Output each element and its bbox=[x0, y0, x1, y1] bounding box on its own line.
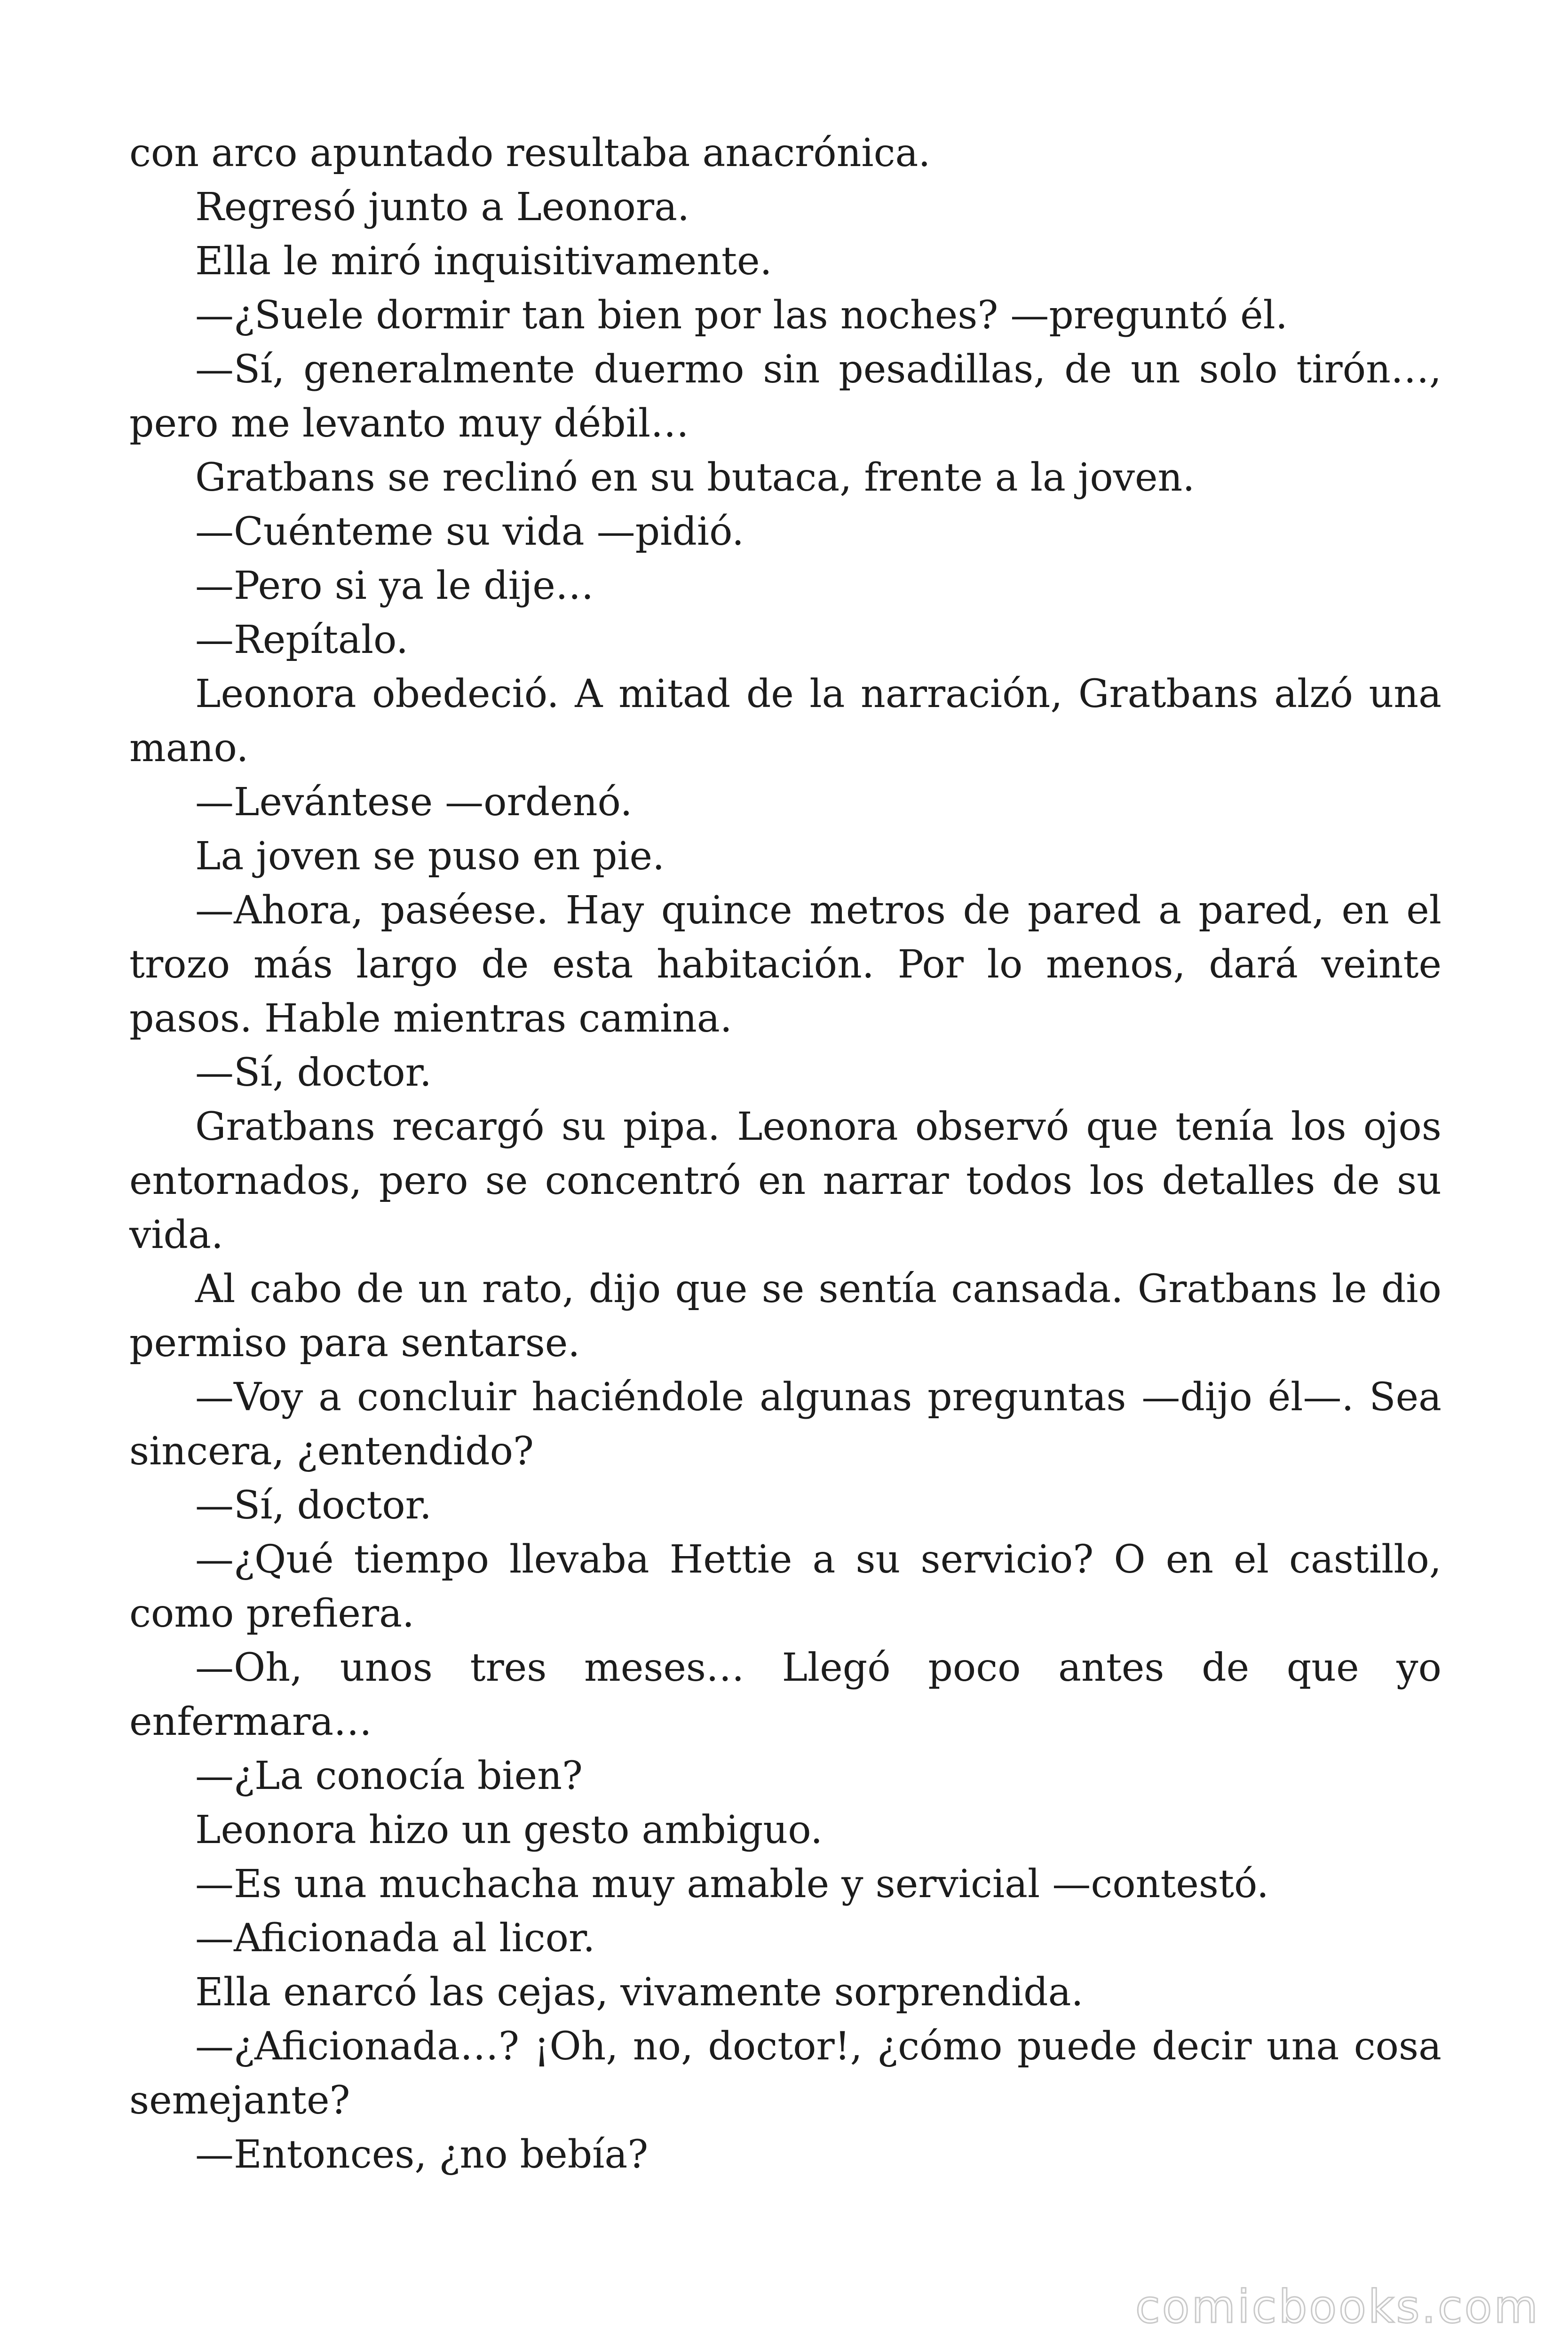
paragraph: —Sí, doctor. bbox=[195, 1050, 432, 1095]
paragraph: —¿Qué tiempo llevaba Hettie a su servicio? O en el castillo, como prefiera. bbox=[129, 1537, 1441, 1636]
paragraph: Gratbans se reclinó en su butaca, frente a la joven. bbox=[195, 455, 1195, 500]
paragraph: —Levántese —ordenó. bbox=[195, 780, 633, 825]
paragraph: —¿Aficionada…? ¡Oh, no, doctor!, ¿cómo puede decir una cosa semejante? bbox=[129, 2024, 1441, 2123]
paragraph: La joven se puso en pie. bbox=[195, 834, 665, 879]
paragraph: —Pero si ya le dije… bbox=[195, 564, 594, 608]
paragraph: Al cabo de un rato, dijo que se sentía cansada. Gratbans le dio permiso para sentarse. bbox=[129, 1267, 1441, 1366]
paragraph: —Cuénteme su vida —pidió. bbox=[195, 509, 744, 554]
paragraph: —Voy a concluir haciéndole algunas preguntas —dijo él—. Sea sincera, ¿entendido? bbox=[129, 1375, 1441, 1474]
watermark: comicbooks.com bbox=[1135, 2280, 1540, 2333]
paragraph: —Entonces, ¿no bebía? bbox=[195, 2132, 649, 2177]
paragraph: Regresó junto a Leonora. bbox=[195, 185, 690, 230]
paragraph: —Repítalo. bbox=[195, 618, 409, 662]
paragraph: —Es una muchacha muy amable y servicial —contestó. bbox=[195, 1862, 1269, 1907]
paragraph: Gratbans recargó su pipa. Leonora observó que tenía los ojos entornados, pero se concentró en narrar todos los detalles de su vida. bbox=[129, 1104, 1441, 1257]
paragraph: —Sí, doctor. bbox=[195, 1483, 432, 1528]
paragraph: Leonora hizo un gesto ambiguo. bbox=[195, 1808, 823, 1852]
paragraph: —¿Suele dormir tan bien por las noches? —preguntó él. bbox=[195, 293, 1288, 338]
paragraph: —Aficionada al licor. bbox=[195, 1916, 595, 1961]
body-text bbox=[129, 126, 1441, 2182]
paragraph: —¿La conocía bien? bbox=[195, 1754, 583, 1798]
paragraph: —Ahora, paséese. Hay quince metros de pared a pared, en el trozo más largo de esta habitación. Por lo menos, dará veinte pasos. Hable mientras camina. bbox=[129, 888, 1441, 1041]
paragraph: —Oh, unos tres meses… Llegó poco antes de que yo enfermara… bbox=[129, 1645, 1441, 1744]
paragraph: Ella le miró inquisitivamente. bbox=[195, 239, 772, 284]
paragraph: con arco apuntado resultaba anacrónica. bbox=[129, 131, 931, 175]
paragraph: Leonora obedeció. A mitad de la narración, Gratbans alzó una mano. bbox=[129, 672, 1441, 771]
paragraph: —Sí, generalmente duermo sin pesadillas, de un solo tirón…, pero me levanto muy débil… bbox=[129, 347, 1441, 446]
paragraph: Ella enarcó las cejas, vivamente sorprendida. bbox=[195, 1970, 1084, 2015]
